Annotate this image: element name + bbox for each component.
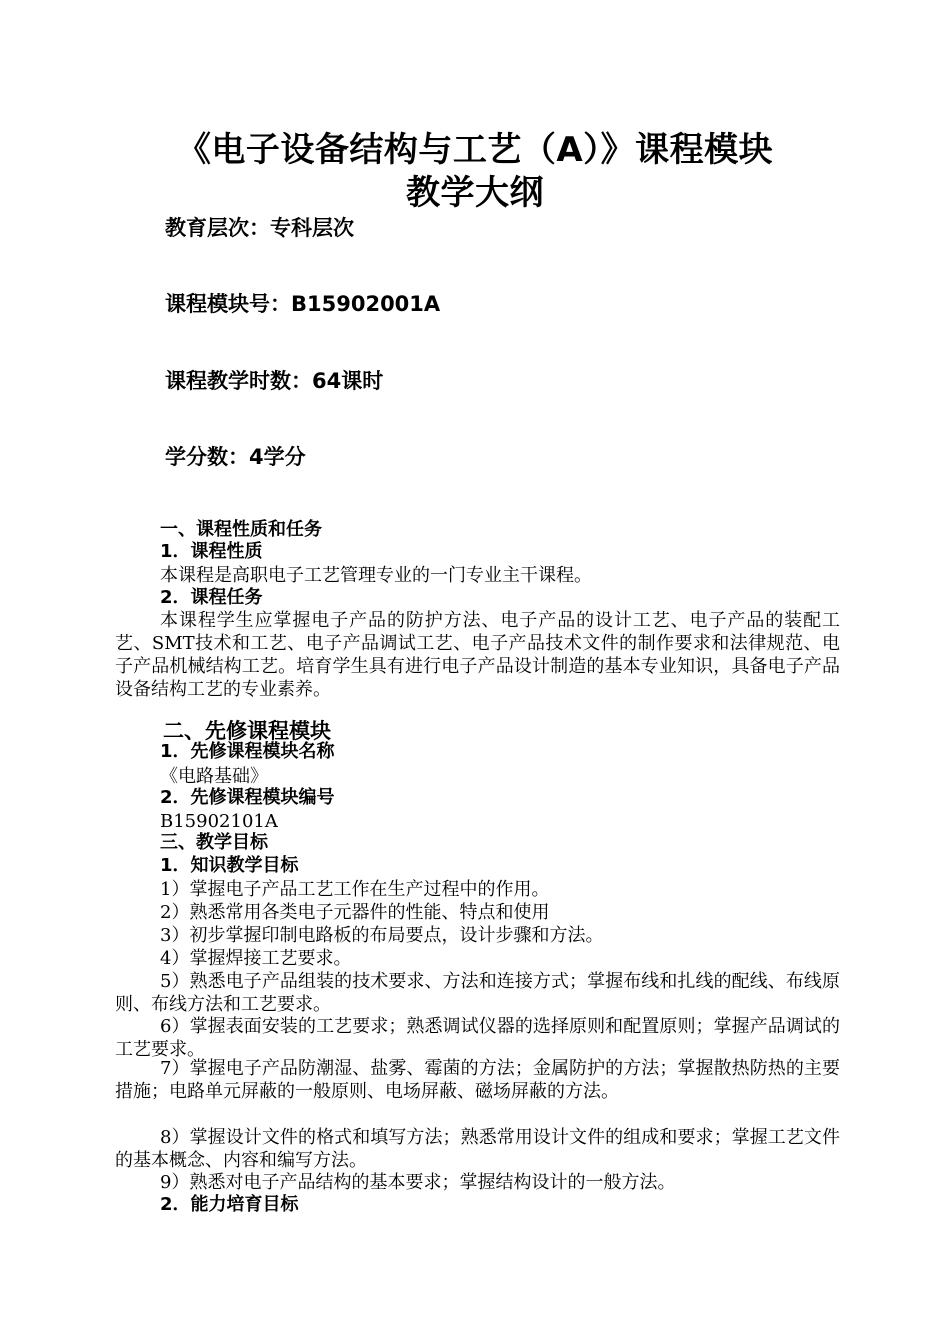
- subsection-heading: 2．先修课程模块编号: [160, 787, 335, 808]
- title-line-1: 《电子设备结构与工艺（A）》课程模块: [176, 130, 774, 170]
- list-item: 4）掌握焊接工艺要求。: [160, 948, 352, 969]
- paragraph: 本课程是高职电子工艺管理专业的一门专业主干课程。: [160, 565, 592, 586]
- list-item: 7）掌握电子产品防潮湿、盐雾、霉菌的方法；金属防护的方法；掌握散热防热的主要措施；电路单元屏蔽的一般原则、电场屏蔽、磁场屏蔽的方法。: [115, 1058, 840, 1102]
- section-heading: 一、课程性质和任务: [160, 519, 322, 540]
- subsection-heading: 2．课程任务: [160, 587, 263, 608]
- list-item: 8）掌握设计文件的格式和填写方法；熟悉常用设计文件的组成和要求；掌握工艺文件的基本概念、内容和编写方法。: [115, 1127, 840, 1171]
- list-item: 3）初步掌握印制电路板的布局要点，设计步骤和方法。: [160, 925, 604, 946]
- paragraph: 本课程学生应掌握电子产品的防护方法、电子产品的设计工艺、电子产品的装配工艺、SMT技术和工艺、电子产品调试工艺、电子产品技术文件的制作要求和法律规范、电子产品机械结构工艺。培育学生具有进行电子产品设计制造的基本专业知识，具备电子产品设备结构工艺的专业素养。: [115, 610, 840, 700]
- list-item: 6）掌握表面安装的工艺要求；熟悉调试仪器的选择原则和配置原则；掌握产品调试的工艺要求。: [115, 1016, 840, 1060]
- education-level: 教育层次：专科层次: [165, 216, 354, 240]
- list-item: 5）熟悉电子产品组装的技术要求、方法和连接方式；掌握布线和扎线的配线、布线原则、布线方法和工艺要求。: [115, 971, 840, 1015]
- section-heading: 三、教学目标: [160, 832, 268, 853]
- title-line-2: 教学大纲: [406, 173, 544, 213]
- paragraph: 《电路基础》: [160, 766, 268, 787]
- list-item: 2）熟悉常用各类电子元器件的性能、特点和使用: [160, 902, 550, 923]
- list-item: 9）熟悉对电子产品结构的基本要求；掌握结构设计的一般方法。: [160, 1172, 676, 1193]
- subsection-heading: 1．先修课程模块名称: [160, 741, 335, 762]
- credit-count: 学分数：4学分: [165, 445, 306, 469]
- subsection-heading: 1．课程性质: [160, 541, 263, 562]
- module-number: 课程模块号：B15902001A: [165, 292, 441, 316]
- subsection-heading: 1．知识教学目标: [160, 855, 299, 876]
- teaching-hours: 课程教学时数：64课时: [165, 369, 384, 393]
- list-item: 1）掌握电子产品工艺工作在生产过程中的作用。: [160, 879, 550, 900]
- section-heading: 二、先修课程模块: [163, 719, 331, 743]
- subsection-heading: 2．能力培育目标: [160, 1194, 299, 1215]
- paragraph: B15902101A: [160, 811, 278, 832]
